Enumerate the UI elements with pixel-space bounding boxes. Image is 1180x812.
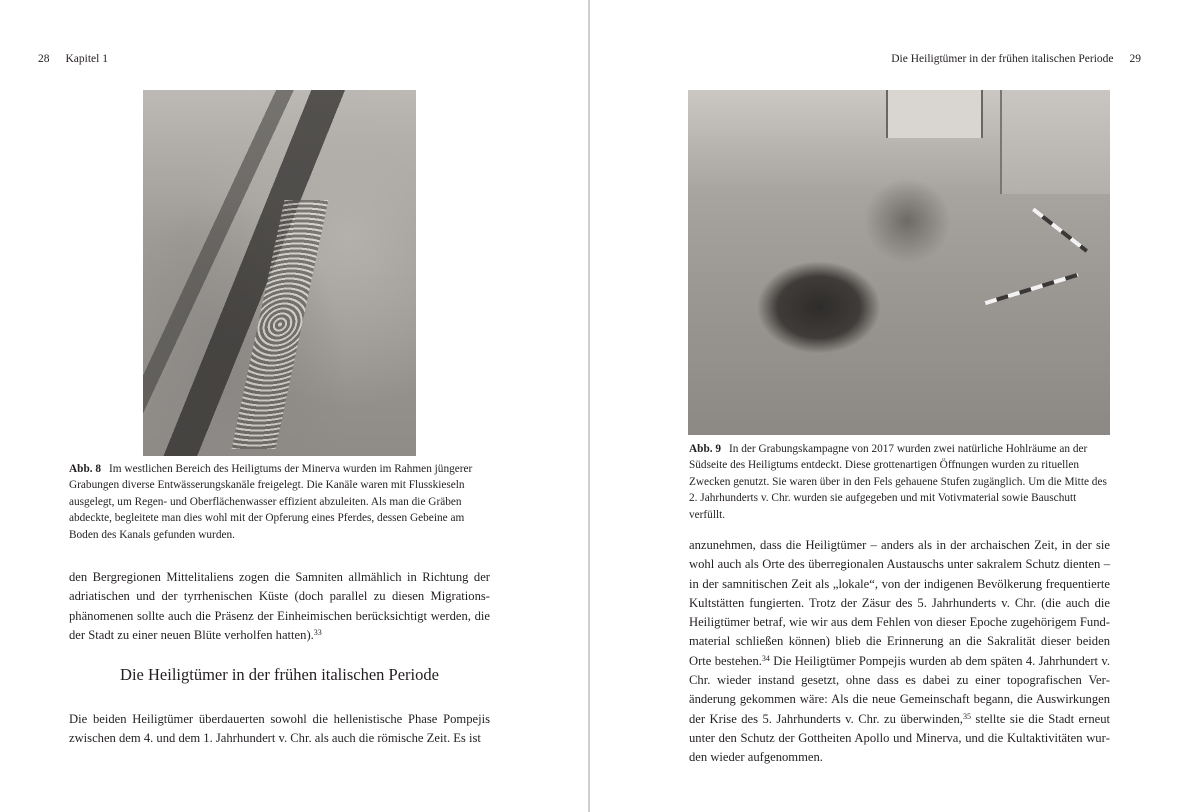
footnote-ref[interactable]: 33: [313, 627, 322, 637]
pebble-channel: [231, 200, 328, 449]
running-head-right: [891, 52, 1141, 66]
section-title: Die Heiligtümer in der frühen italischen Periode: [891, 53, 1114, 65]
measuring-scale: [985, 273, 1079, 305]
footnote-ref[interactable]: 34: [761, 653, 770, 663]
body-paragraph: [69, 568, 490, 645]
measuring-scale: [1032, 208, 1088, 253]
figure-9-photo: [688, 90, 1110, 435]
wooden-shoring: [1000, 90, 1110, 194]
caption-text: In der Grabungskampagne von 2017 wurden zwei natürliche Hohlräume an der Südseite des Heiligtums entdeckt. Diese grottenartigen Öffnungen wurden zu rituellen Zwecken genutzt. Sie waren über in den Fels gehauene Stufen zugänglich. Um die Mitte des 2. Jahrhunderts v. Chr. wurden sie aufgegeben und mit Votivmaterial sowie Bauschutt verfüllt.: [689, 443, 1107, 521]
page-number: 28: [38, 53, 50, 65]
figure-8-caption: [69, 461, 494, 543]
chapter-title: Kapitel 1: [65, 53, 108, 65]
running-head-left: [38, 52, 108, 66]
footnote-ref[interactable]: 35: [962, 711, 971, 721]
figure-9-caption: [689, 441, 1114, 523]
caption-text: Im westlichen Bereich des Heiligtums der Minerva wurden im Rahmen jüngerer Grabungen diverse Entwässerungskanäle freigelegt. Die Kanäle waren mit Flusskieseln ausgelegt, um Regen- und Oberflächenwasser effizient abzuleiten. Als man die Gräben abdeckte, begleitete man dies wohl mit der Opferung eines Pferdes, dessen Gebeine am Boden des Kanals gefunden wurden.: [69, 463, 473, 541]
paragraph-text: stellte sie die Stadt erneut unter den Schutz der Gottheiten Apollo und Minerva, und die Kultaktivitäten wurden wieder aufgenommen.: [689, 711, 1110, 765]
body-paragraph: Die beiden Heiligtümer überdauerten sowohl die hellenistische Phase Pompejis zwischen dem 4. und dem 1. Jahrhundert v. Chr. als auch die römische Zeit. Es ist: [69, 712, 490, 746]
paragraph-text: den Bergregionen Mittelitaliens zogen die Samniten allmählich in Richtung der adriatischen und der tyrrhenischen Küste (doch parallel zu diesen Migrationsphänomenen sollte auch die Präsenz der Einheimischen berücksichtigt werden, die der Stadt zu einer neuen Blüte verholfen hatten).: [69, 570, 490, 642]
section-heading: Die Heiligtümer in der frühen italischen Periode: [120, 665, 439, 684]
figure-label: Abb. 9: [689, 443, 722, 455]
paragraph-text: Die Heiligtümer Pompejis wurden ab dem späten 4. Jahrhundert v. Chr. wieder instand gesetzt, ohne dass es dabei zu einer topografischen Veränderung gekommen wäre: Als die neue Gemeinschaft begann, die Auswirkungen der Krise des 5. Jahrhunderts v. Chr. zu überwinden,: [689, 653, 1110, 726]
figure-8-photo: [143, 90, 416, 456]
page-number: 29: [1129, 53, 1141, 65]
left-page: [0, 0, 588, 812]
body-paragraph: [689, 536, 1110, 768]
figure-label: Abb. 8: [69, 463, 102, 475]
paragraph-text: anzunehmen, dass die Heiligtümer – anders als in der archaischen Zeit, in der sie wohl auch als Orte des überregionalen Austauschs unter sakralem Schutz dienten – in der samnitischen Zeit als „lokale“, von der indigenen Bevölkerung frequentierte Kultstätten fungierten. Trotz der Zäsur des 5. Jahrhunderts v. Chr. (die auch die Heiligtümer betraf, wie wir aus dem Fehlen von dieser Epoche zugehörigem Fundmaterial schließen können) blieb die Erinnerung an die Sakralität dieser beiden Orte bestehen.: [689, 538, 1110, 668]
wooden-board: [886, 90, 983, 138]
